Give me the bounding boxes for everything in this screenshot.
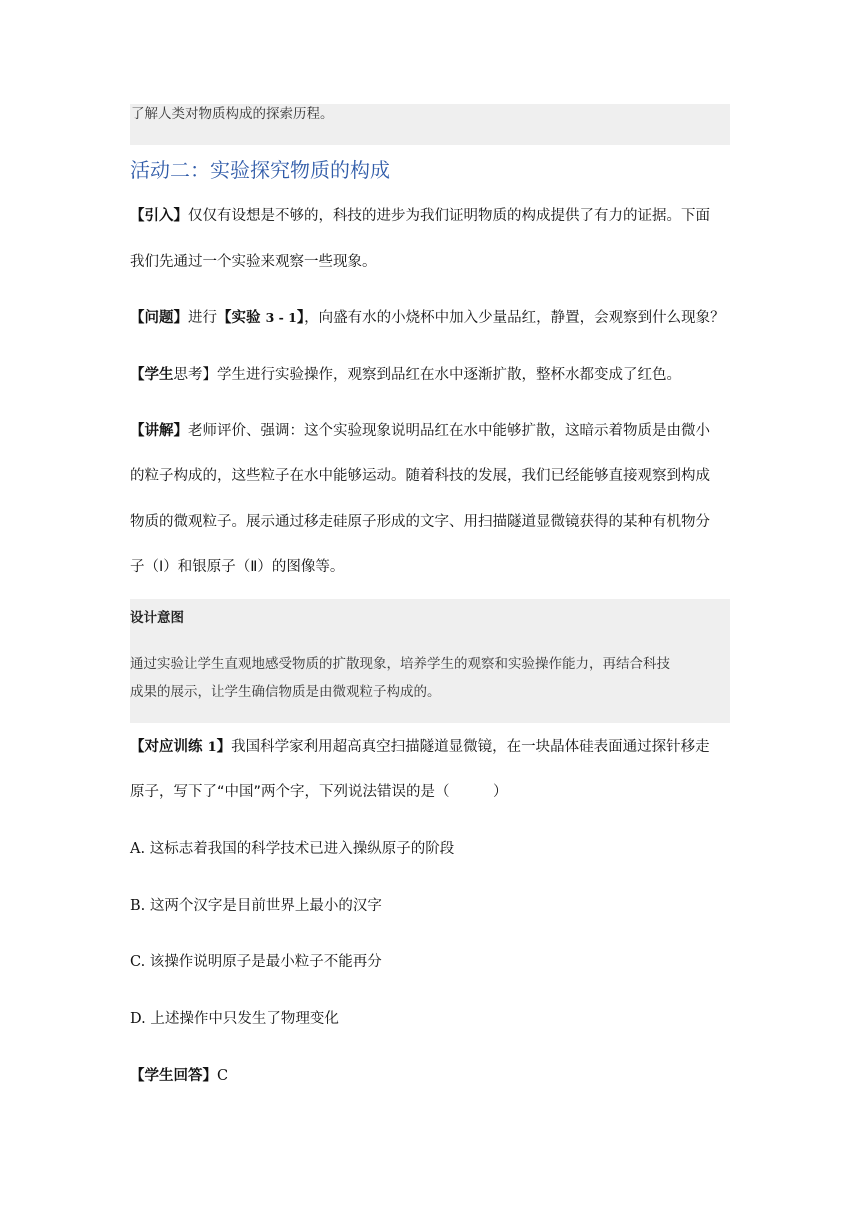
student-answer-tag: 【学生回答】: [130, 1068, 217, 1084]
experiment-tag: 【实验: [217, 310, 266, 326]
exercise-tag-close: 】: [216, 739, 232, 755]
option-d: [130, 1009, 339, 1029]
question-text: ，向盛有水的小烧杯中加入少量品红，静置，会观察到什么现象？: [304, 310, 725, 326]
option-d-text: 上述操作中只发生了物理变化: [150, 1011, 339, 1027]
option-b-text: 这两个汉字是目前世界上最小的汉字: [149, 898, 382, 914]
intro-line-1: [130, 206, 732, 226]
explain-line-1: [130, 421, 732, 441]
explain-text-1: 老师评价、强调：这个实验现象说明品红在水中能够扩散，这暗示着物质是由微小: [188, 423, 710, 439]
top-note: 了解人类对物质构成的探索历程。: [131, 106, 334, 122]
intro-text-1: 仅仅有设想是不够的，科技的进步为我们证明物质的构成提供了有力的证据。下面: [188, 208, 710, 224]
exercise-line-1: [130, 737, 732, 758]
exercise-line-2: 原子，写下了“中国”两个字，下列说法错误的是（ ）: [130, 784, 508, 800]
design-intent-line-1: 通过实验让学生直观地感受物质的扩散现象，培养学生的观察和实验操作能力，再结合科技: [130, 656, 670, 672]
option-a: [130, 839, 454, 859]
question-pre: 进行: [188, 310, 217, 326]
question-tag: 【问题】: [130, 310, 188, 326]
design-intent-title: 设计意图: [130, 610, 184, 626]
exercise-text-1: 我国科学家利用超高真空扫描隧道显微镜，在一块晶体硅表面通过探针移走: [231, 739, 710, 755]
explain-tag: 【讲解】: [130, 423, 188, 439]
student-think-tag: 【学生: [130, 367, 174, 383]
intro-tag: 【引入】: [130, 208, 188, 224]
option-b-letter: B.: [130, 898, 146, 914]
option-d-letter: D.: [130, 1011, 146, 1027]
design-intent-line-2: 成果的展示，让学生确信物质是由微观粒子构成的。: [130, 684, 441, 700]
design-intent-text: [130, 650, 732, 706]
experiment-close: 】: [296, 310, 305, 326]
option-c: [130, 952, 382, 972]
explain-line-2: 的粒子构成的，这些粒子在水中能够运动。随着科技的发展，我们已经能够直接观察到构成: [130, 468, 710, 484]
student-think-tag-2: 思考】: [173, 367, 217, 383]
option-c-letter: C.: [130, 954, 146, 970]
exercise-number: 1: [207, 740, 217, 755]
student-answer-value: C: [217, 1068, 229, 1084]
student-think-text: 学生进行实验操作，观察到品红在水中逐渐扩散，整杯水都变成了红色。: [217, 367, 681, 383]
explain-line-3: 物质的微观粒子。展示通过移走硅原子形成的文字、用扫描隧道显微镜获得的某种有机物分: [130, 514, 710, 530]
option-a-letter: A.: [130, 841, 146, 857]
student-answer-line: [130, 1066, 732, 1086]
exercise-tag: 【对应训练: [130, 739, 208, 755]
experiment-number: 3 - 1: [265, 310, 297, 325]
intro-line-2: 我们先通过一个实验来观察一些现象。: [130, 254, 377, 270]
explain-line-4: 子（Ⅰ）和银原子（Ⅱ）的图像等。: [130, 559, 345, 575]
section-heading: 活动二：实验探究物质的构成: [130, 158, 390, 182]
option-a-text: 这标志着我国的科学技术已进入操纵原子的阶段: [149, 841, 455, 857]
option-c-text: 该操作说明原子是最小粒子不能再分: [149, 954, 382, 970]
student-think-line: [130, 365, 732, 385]
option-b: [130, 896, 382, 916]
question-line: [130, 308, 732, 328]
